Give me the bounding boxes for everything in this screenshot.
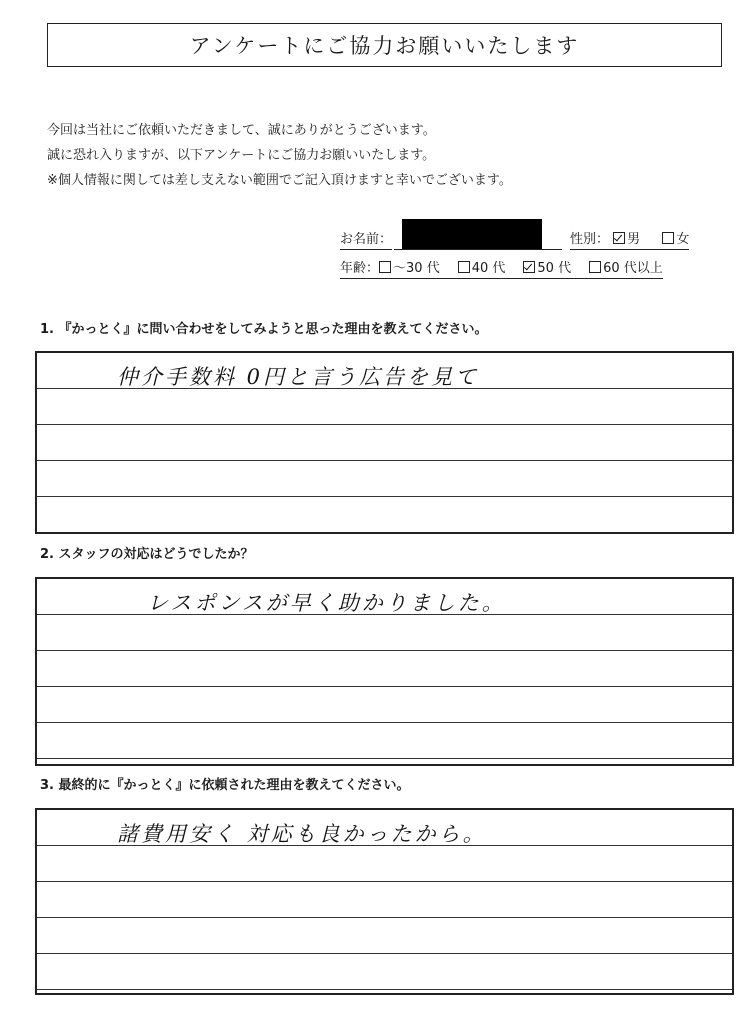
answer-2-text: レスポンスが早く助かりました。 xyxy=(147,591,506,615)
intro-line: ※個人情報に関しては差し支えない範囲でご記入頂けますと幸いでございます。 xyxy=(47,173,512,188)
checkbox-icon xyxy=(458,261,470,273)
answer-1-text: 仲介手数料 0円と言う広告を見て xyxy=(117,365,480,389)
intro-line: 今回は当社にご依頼いただきまして、誠にありがとうございます。 xyxy=(47,123,436,138)
redaction-bar xyxy=(402,219,542,249)
age-row xyxy=(340,257,663,279)
answer-box-2[interactable] xyxy=(35,577,734,766)
gender-option-male[interactable]: 男 xyxy=(613,232,640,247)
survey-title-text: アンケートにご協力お願いいたします xyxy=(189,34,580,58)
gender-option-female[interactable]: 女 xyxy=(662,232,689,247)
answer-box-3[interactable] xyxy=(35,808,734,995)
question-1-label: 1. 『かっとく』に問い合わせをしてみようと思った理由を教えてください。 xyxy=(40,322,488,337)
question-2-label: 2. スタッフの対応はどうでしたか？ xyxy=(40,547,254,562)
age-option-under30[interactable]: ～30 代 xyxy=(379,257,440,276)
checkbox-icon xyxy=(379,261,391,273)
checkbox-checked-icon xyxy=(523,261,535,273)
age-label: 年齢： xyxy=(340,261,380,276)
checkbox-checked-icon xyxy=(613,232,625,244)
intro-line: 誠に恐れ入りますが、以下アンケートにご協力お願いいたします。 xyxy=(47,148,436,163)
name-label: お名前： xyxy=(340,228,392,250)
name-gender-row xyxy=(340,228,689,250)
name-field[interactable] xyxy=(394,231,562,250)
age-option-50s[interactable]: 50 代 xyxy=(523,257,571,276)
gender-label: 性別： xyxy=(570,232,610,247)
question-3-label: 3. 最終的に『かっとく』に依頼された理由を教えてください。 xyxy=(40,778,410,793)
gender-group xyxy=(570,228,689,250)
checkbox-icon xyxy=(589,261,601,273)
answer-3-text: 諸費用安く 対応も良かったから。 xyxy=(117,822,487,846)
age-option-60plus[interactable]: 60 代以上 xyxy=(589,257,663,276)
answer-box-1[interactable] xyxy=(35,351,734,534)
age-option-40s[interactable]: 40 代 xyxy=(458,257,506,276)
checkbox-icon xyxy=(662,232,674,244)
intro-text xyxy=(47,118,512,193)
survey-title xyxy=(47,23,722,67)
